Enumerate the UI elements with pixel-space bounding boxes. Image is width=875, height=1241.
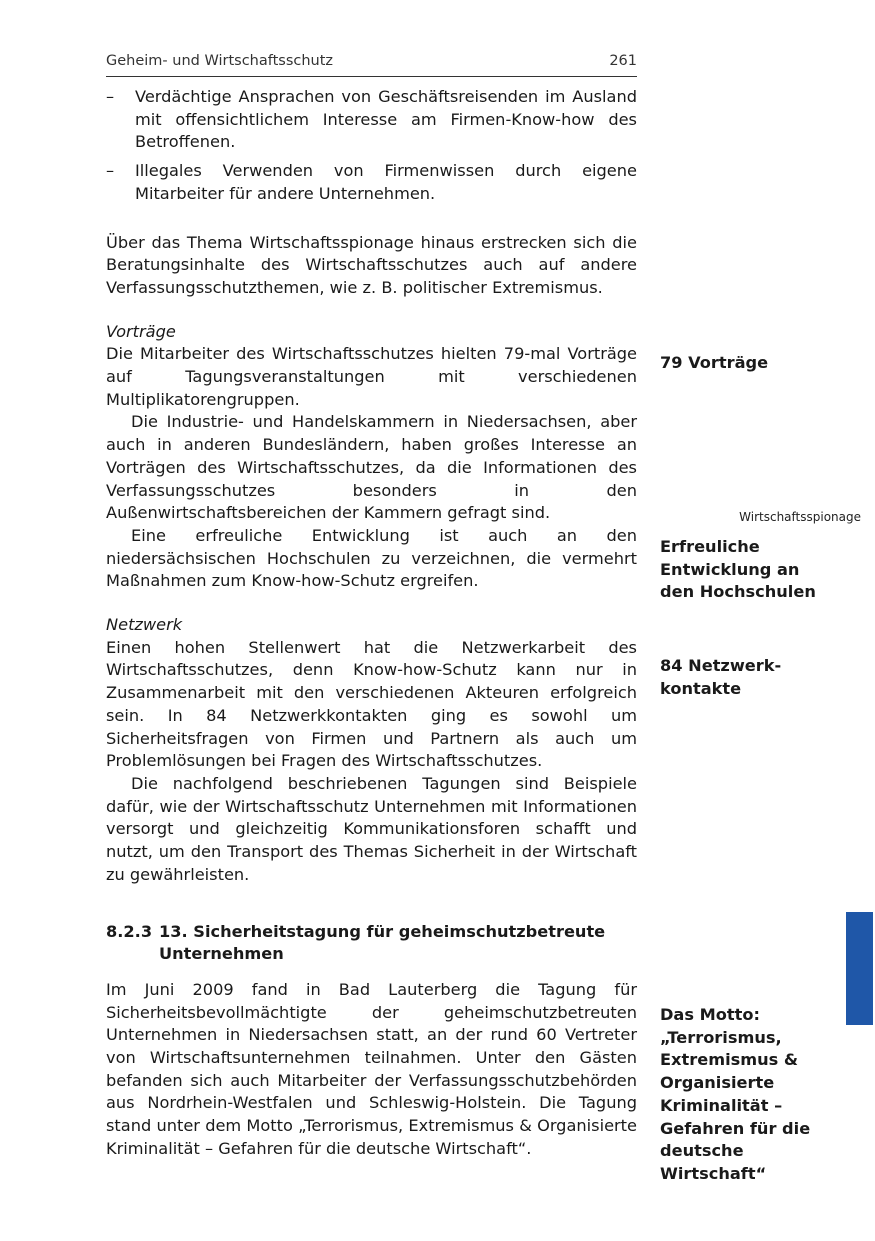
margin-note-vortraege: 79 Vorträge: [660, 353, 769, 372]
paragraph: Im Juni 2009 fand in Bad Lauterberg die Tagung für Sicherheitsbevollmächtigte der geheimschutzbetreuten Unternehmen in Niedersachsen statt, an der rund 60 Vertreter von Wirtschaftsunternehmen teilnahmen. Unter den Gästen befanden sich auch Mitarbeiter der Verfassungsschutzbehörden aus Nordrhein-Westfalen und Schleswig-Holstein. Die Tagung stand unter dem Motto „Terrorismus, Extremismus & Organisierte Kriminalität – Gefahren für die deutsche Wirtschaft“.: [106, 979, 637, 1158]
list-item-text: Illegales Verwenden von Firmenwissen durch eigene Mitarbeiter für andere Unternehmen.: [135, 161, 637, 203]
paragraph: Eine erfreuliche Entwicklung ist auch an den niedersächsischen Hochschulen zu verzeichnen, die vermehrt Maßnahmen zum Know-how-Schutz ergreifen.: [106, 525, 637, 591]
list-item: [106, 160, 637, 205]
margin-note-netzwerk: 84 Netzwerk-kontakte: [660, 656, 782, 698]
paragraph: Einen hohen Stellenwert hat die Netzwerkarbeit des Wirtschaftsschutzes, denn Know-how-Schutz kann nur in Zusammenarbeit mit den verschiedenen Akteuren erfolgreich sein. In 84 Netzwerkkontakten ging es sowohl um Sicherheitsfragen von Firmen und Partnern als auch um Problemlösungen bei Fragen des Wirtschaftsschutzes.: [106, 637, 637, 771]
list-item-text: Verdächtige Ansprachen von Geschäftsreisenden im Ausland mit offensichtlichem Interesse am Firmen-Know-how des Betroffenen.: [135, 87, 637, 152]
main-text-column: [106, 86, 637, 1161]
list-item: [106, 86, 637, 154]
margin-note-motto: Das Motto: „Terrorismus, Extremismus & Organisierte Kriminalität – Gefahren für die deutsche Wirtschaft“: [660, 1005, 811, 1183]
paragraph: Die Industrie- und Handelskammern in Niedersachsen, aber auch in anderen Bundesländern, haben großes Interesse an Vorträgen des Wirtschaftsschutzes, da die Informationen des Verfassungsschutzes besonders in den Außenwirtschaftsbereichen der Kammern gefragt sind.: [106, 412, 637, 523]
margin-tag-wirtschaftsspionage: Wirtschaftsspionage: [739, 510, 861, 524]
intro-paragraph: Über das Thema Wirtschaftsspionage hinaus erstrecken sich die Beratungsinhalte des Wirtschaftsschutzes auch auf andere Verfassungsschutzthemen, wie z. B. politischer Extremismus.: [106, 232, 637, 297]
paragraph: Die nachfolgend beschriebenen Tagungen sind Beispiele dafür, wie der Wirtschaftsschutz Unternehmen mit Informationen versorgt und gleichzeitig Kommunikationsforen schafft und nutzt, um den Transport des Themas Sicherheit in der Wirtschaft zu gewährleisten.: [106, 773, 637, 884]
chapter-title: Geheim- und Wirtschaftsschutz: [106, 53, 334, 69]
bullet-list: [106, 86, 637, 206]
subheading-netzwerk: Netzwerk: [106, 615, 183, 635]
chapter-thumb-tab: [846, 912, 873, 1025]
subheading-vortraege: Vorträge: [106, 321, 176, 341]
section-heading: [106, 921, 637, 966]
dash-marker: –: [106, 87, 115, 106]
running-header: [106, 50, 637, 77]
section-number: 8.2.3: [106, 921, 153, 941]
page-number: 261: [609, 53, 637, 69]
dash-marker: –: [106, 161, 115, 181]
section-title: 13. Sicherheitstagung für geheimschutzbetreute Unternehmen: [159, 921, 606, 964]
paragraph: Die Mitarbeiter des Wirtschaftsschutzes hielten 79-mal Vorträge auf Tagungsveranstaltungen mit verschiedenen Multiplikatorengruppen.: [106, 344, 637, 409]
margin-note-hochschulen: Erfreuliche Entwicklung an den Hochschulen: [660, 537, 816, 602]
